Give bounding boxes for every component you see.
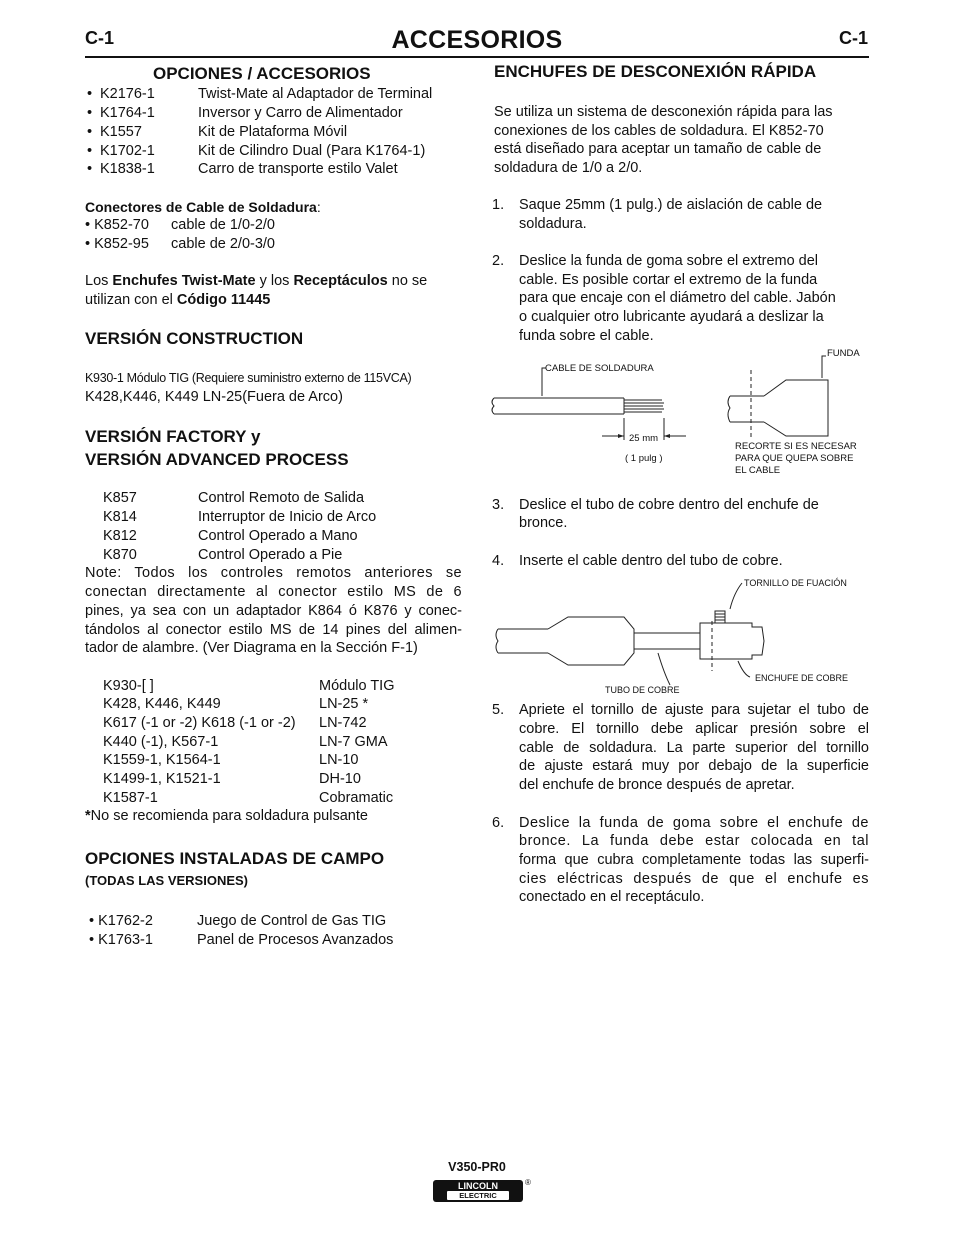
cable-label: CABLE DE SOLDADURA — [545, 363, 654, 374]
module-footnote: *No se recomienda para soldadura pulsante — [85, 808, 368, 824]
list-item: K812 Control Operado a Mano — [103, 528, 358, 544]
recorte-label-2: PARA QUE QUEPA SOBRE — [735, 453, 854, 464]
list-item: K617 (-1 or -2) K618 (-1 or -2) LN-742 — [103, 715, 367, 731]
list-item: K814 Interruptor de Inicio de Arco — [103, 509, 377, 525]
list-item: K428, K446, K449 LN-25 * — [103, 696, 369, 712]
page-title: ACCESORIOS — [391, 26, 563, 54]
list-item: • K1557 Kit de Plataforma Móvil — [87, 124, 348, 140]
list-item: K1499-1, K1521-1 DH-10 — [103, 771, 361, 787]
construction-line1: K930-1 Módulo TIG (Requiere suministro externo de 115VCA) — [85, 371, 412, 385]
list-item: K440 (-1), K567-1 LN-7 GMA — [103, 734, 388, 750]
list-item: K1559-1, K1564-1 LN-10 — [103, 752, 359, 768]
header-rule — [85, 56, 869, 58]
list-item: K857 Control Remoto de Salida — [103, 490, 365, 506]
model-number: V350-PR0 — [448, 1160, 506, 1174]
twist-mate-note-line2: utilizan con el Código 11445 — [85, 292, 271, 308]
recorte-label-3: EL CABLE — [735, 465, 781, 476]
list-item: • K1763-1 Panel de Procesos Avanzados — [89, 932, 394, 948]
page-code-right: C-1 — [838, 28, 868, 48]
right-title: ENCHUFES DE DESCONEXIÓN RÁPIDA — [494, 62, 817, 81]
list-item: • K2176-1 Twist-Mate al Adaptador de Terminal — [87, 86, 433, 102]
twist-mate-note: Los Enchufes Twist-Mate y los Receptáculos no se — [85, 273, 428, 289]
campo-title: OPCIONES INSTALADAS DE CAMPO — [85, 849, 385, 868]
tornillo-label: TORNILLO DE FUACIÓN — [744, 578, 847, 588]
lincoln-logo: LINCOLN ELECTRIC — [433, 1180, 523, 1202]
factory-title: VERSIÓN FACTORY y — [85, 427, 261, 446]
list-item: • K1764-1 Inversor y Carro de Alimentador — [87, 105, 403, 121]
construction-line2: K428,K446, K449 LN-25(Fuera de Arco) — [85, 389, 343, 405]
opciones-title: OPCIONES / ACCESORIOS — [153, 64, 371, 83]
list-item: • K1702-1 Kit de Cilindro Dual (Para K1764-1) — [87, 143, 426, 159]
enchufe-label: ENCHUFE DE COBRE — [755, 673, 849, 683]
tubo-label: TUBO DE COBRE — [605, 685, 680, 695]
list-item: • K852-95 cable de 2/0-3/0 — [85, 236, 275, 252]
list-item: • K1762-2 Juego de Control de Gas TIG — [89, 913, 387, 929]
list-item: K870 Control Operado a Pie — [103, 547, 343, 563]
dimension-label: 25 mm — [629, 433, 659, 444]
dimension-sub-label: ( 1 pulg ) — [625, 453, 663, 464]
conectores-title: Conectores de Cable de Soldadura: — [85, 199, 321, 215]
page-code-left: C-1 — [85, 28, 115, 48]
funda-label: FUNDA — [827, 348, 860, 359]
registered-mark: ® — [525, 1178, 531, 1187]
factory-title-2: VERSIÓN ADVANCED PROCESS — [85, 450, 349, 469]
list-item: K930-[ ] Módulo TIG — [103, 678, 395, 694]
list-item: • K852-70 cable de 1/0-2/0 — [85, 217, 275, 233]
list-item: K1587-1 Cobramatic — [103, 790, 394, 806]
campo-subtitle: (TODAS LAS VERSIONES) — [85, 873, 249, 888]
recorte-label-1: RECORTE SI ES NECESAR — [735, 441, 857, 452]
construction-title: VERSIÓN CONSTRUCTION — [85, 329, 304, 348]
list-item: • K1838-1 Carro de transporte estilo Valet — [87, 161, 398, 177]
